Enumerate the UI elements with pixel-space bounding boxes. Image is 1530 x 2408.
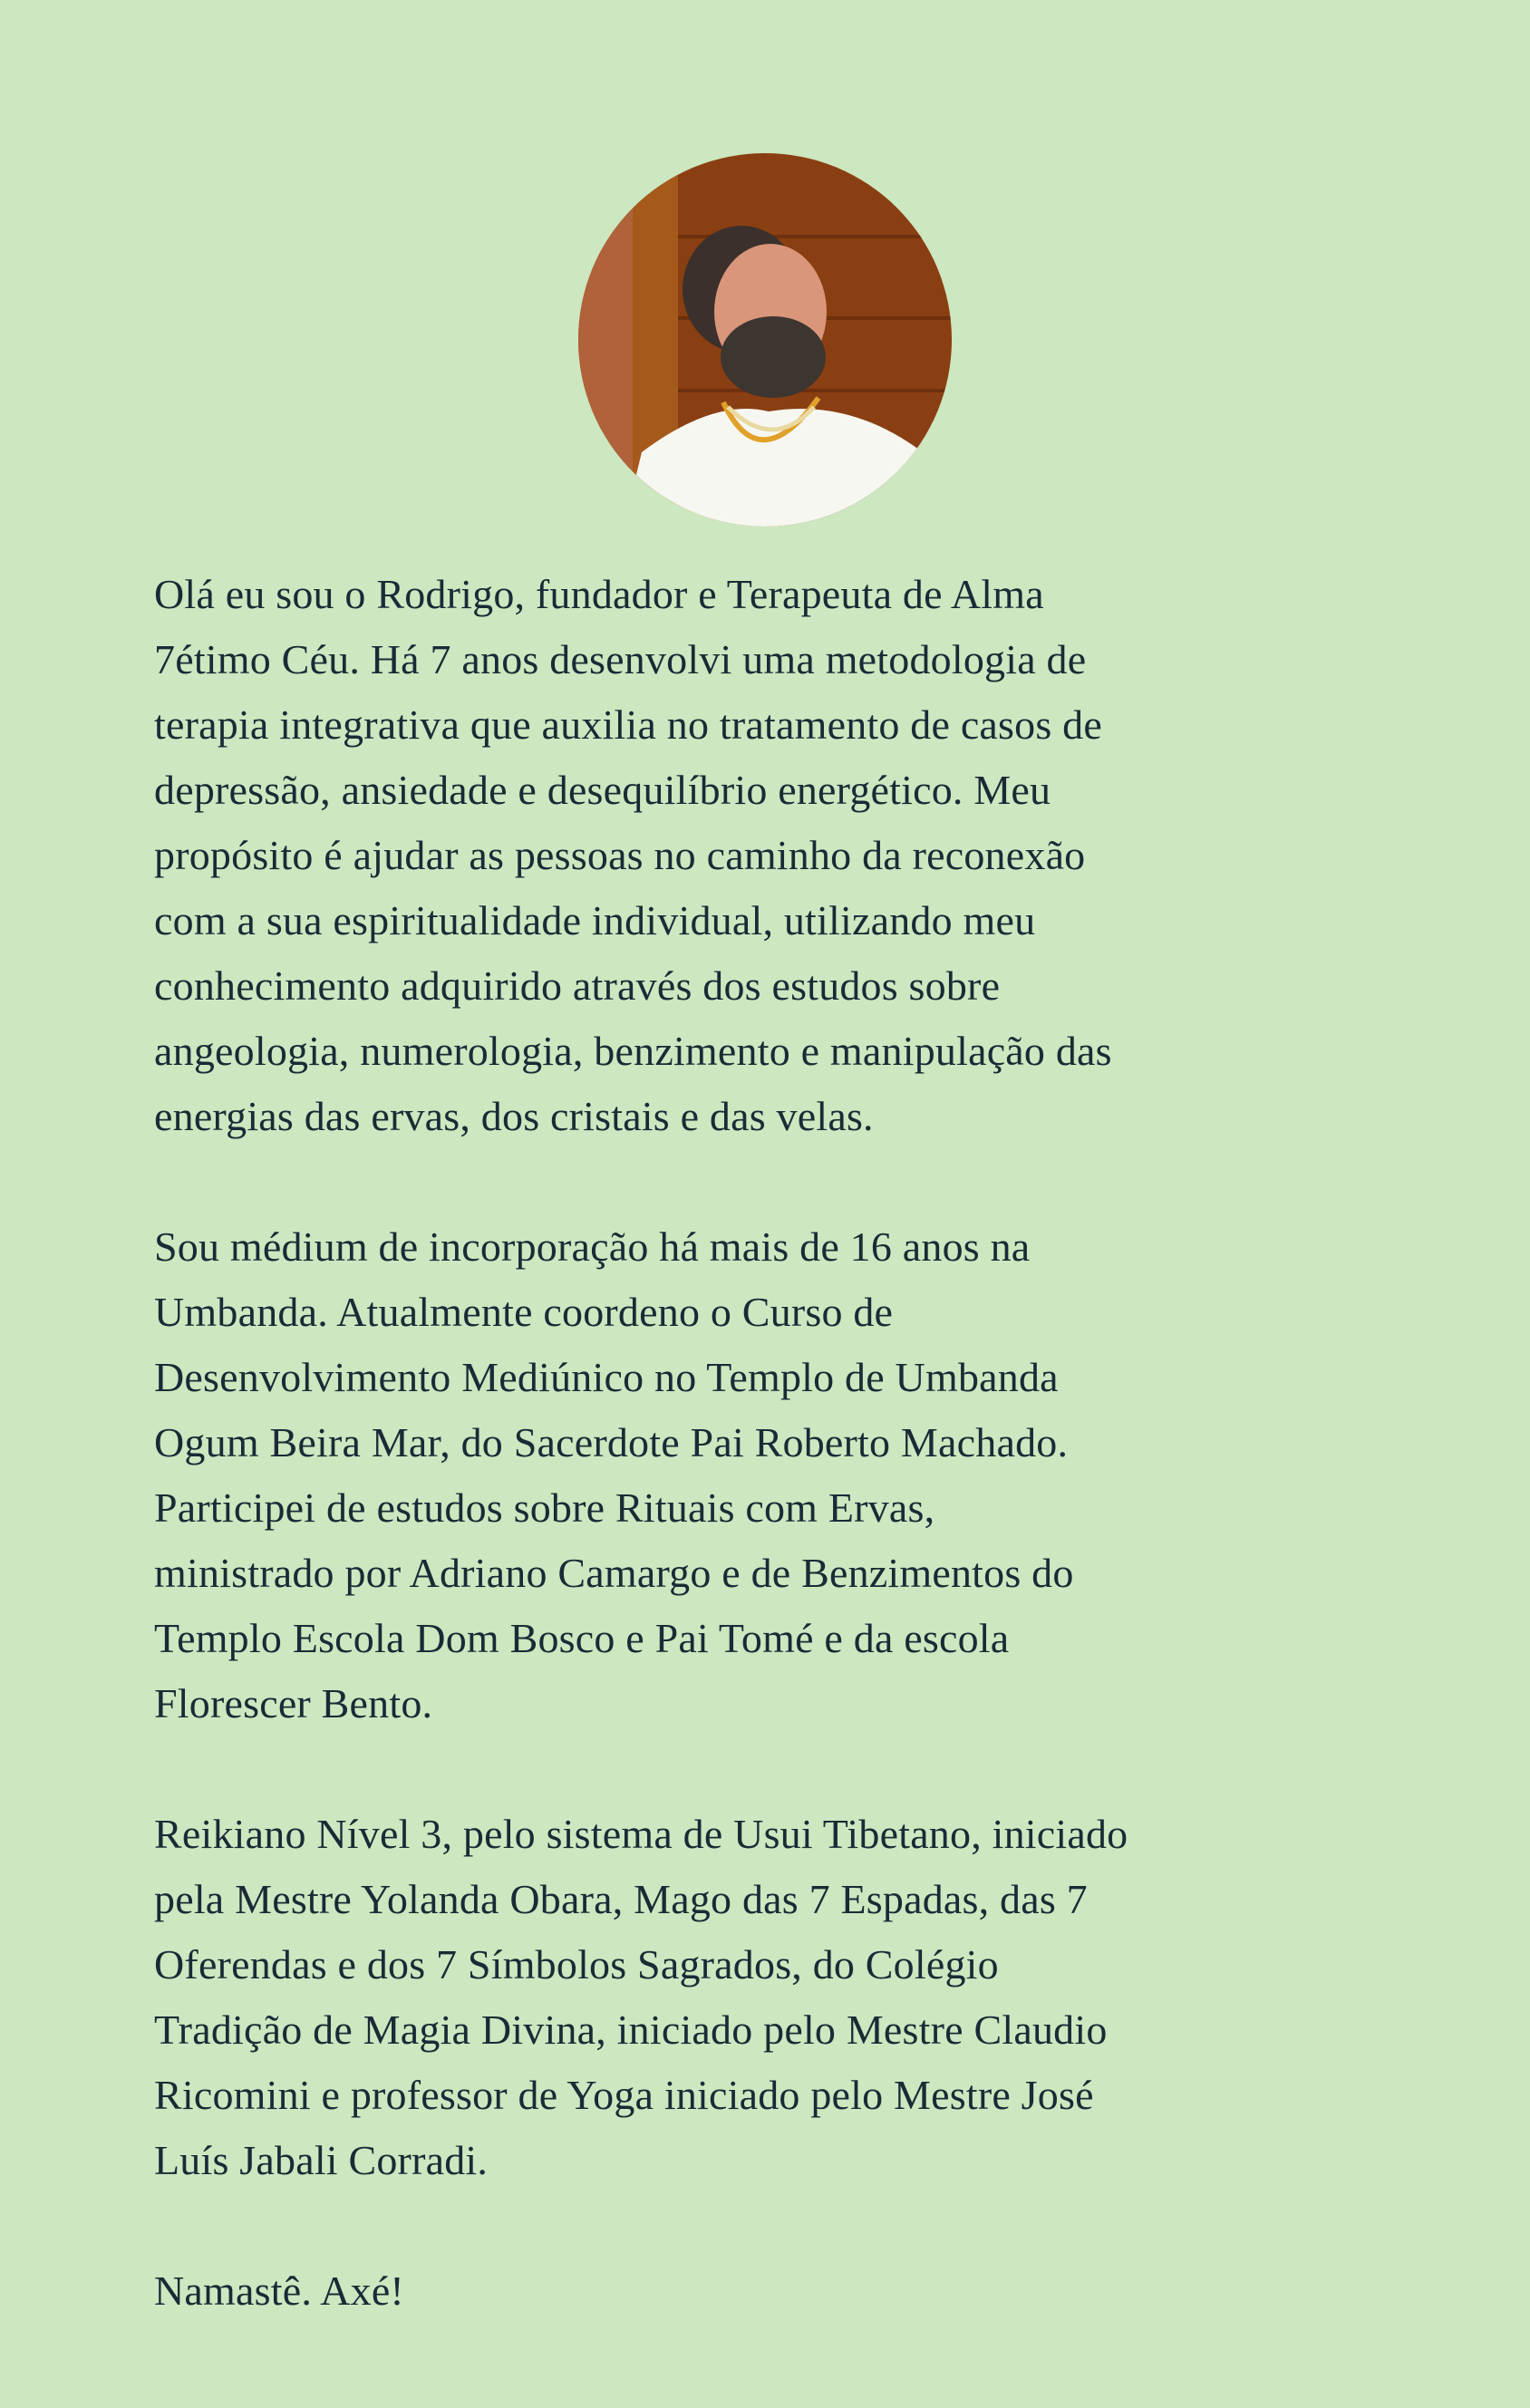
text-line: Luís Jabali Corradi. bbox=[154, 2137, 489, 2183]
text-line: depressão, ansiedade e desequilíbrio energético. Meu bbox=[154, 767, 1051, 813]
text-line: Reikiano Nível 3, pelo sistema de Usui Tibetano, iniciado bbox=[154, 1811, 1128, 1857]
text-line: Olá eu sou o Rodrigo, fundador e Terapeuta de Alma bbox=[154, 571, 1044, 617]
text-line: com a sua espiritualidade individual, utilizando meu bbox=[154, 897, 1036, 943]
bio-paragraph-closing bbox=[154, 2258, 1423, 2324]
text-line: energias das ervas, dos cristais e das velas. bbox=[154, 1093, 874, 1139]
text-line: pela Mestre Yolanda Obara, Mago das 7 Espadas, das 7 bbox=[154, 1876, 1088, 1922]
text-line: conhecimento adquirido através dos estudos sobre bbox=[154, 962, 1001, 1009]
text-line: Oferendas e dos 7 Símbolos Sagrados, do Colégio bbox=[154, 1941, 999, 1987]
text-line: Templo Escola Dom Bosco e Pai Tomé e da escola bbox=[154, 1615, 1010, 1661]
bio-paragraph-reiki bbox=[154, 1802, 1423, 2193]
text-line: ministrado por Adriano Camargo e de Benzimentos do bbox=[154, 1550, 1074, 1596]
text-line: Participei de estudos sobre Rituais com Ervas, bbox=[154, 1484, 935, 1531]
text-line: Tradição de Magia Divina, iniciado pelo Mestre Claudio bbox=[154, 2007, 1108, 2053]
bio-paragraph-intro bbox=[154, 562, 1423, 1149]
text-line: angeologia, numerologia, benzimento e manipulação das bbox=[154, 1028, 1112, 1074]
text-line: Sou médium de incorporação há mais de 16 anos na bbox=[154, 1223, 1031, 1270]
text-line: Desenvolvimento Mediúnico no Templo de Umbanda bbox=[154, 1354, 1059, 1400]
text-line: terapia integrativa que auxilia no tratamento de casos de bbox=[154, 701, 1102, 748]
text-line: Ogum Beira Mar, do Sacerdote Pai Roberto Machado. bbox=[154, 1419, 1069, 1465]
text-line: propósito é ajudar as pessoas no caminho da reconexão bbox=[154, 832, 1086, 878]
text-line: 7étimo Céu. Há 7 anos desenvolvi uma metodologia de bbox=[154, 636, 1087, 682]
text-line: Umbanda. Atualmente coordeno o Curso de bbox=[154, 1289, 894, 1335]
bio-paragraph-umbanda bbox=[154, 1214, 1423, 1736]
text-line: Namastê. Axé! bbox=[154, 2268, 404, 2314]
profile-photo bbox=[578, 153, 952, 527]
profile-photo-image bbox=[578, 153, 952, 527]
bio-text bbox=[154, 562, 1423, 2389]
text-line: Ricomini e professor de Yoga iniciado pelo Mestre José bbox=[154, 2072, 1094, 2118]
text-line: Florescer Bento. bbox=[154, 1680, 433, 1726]
